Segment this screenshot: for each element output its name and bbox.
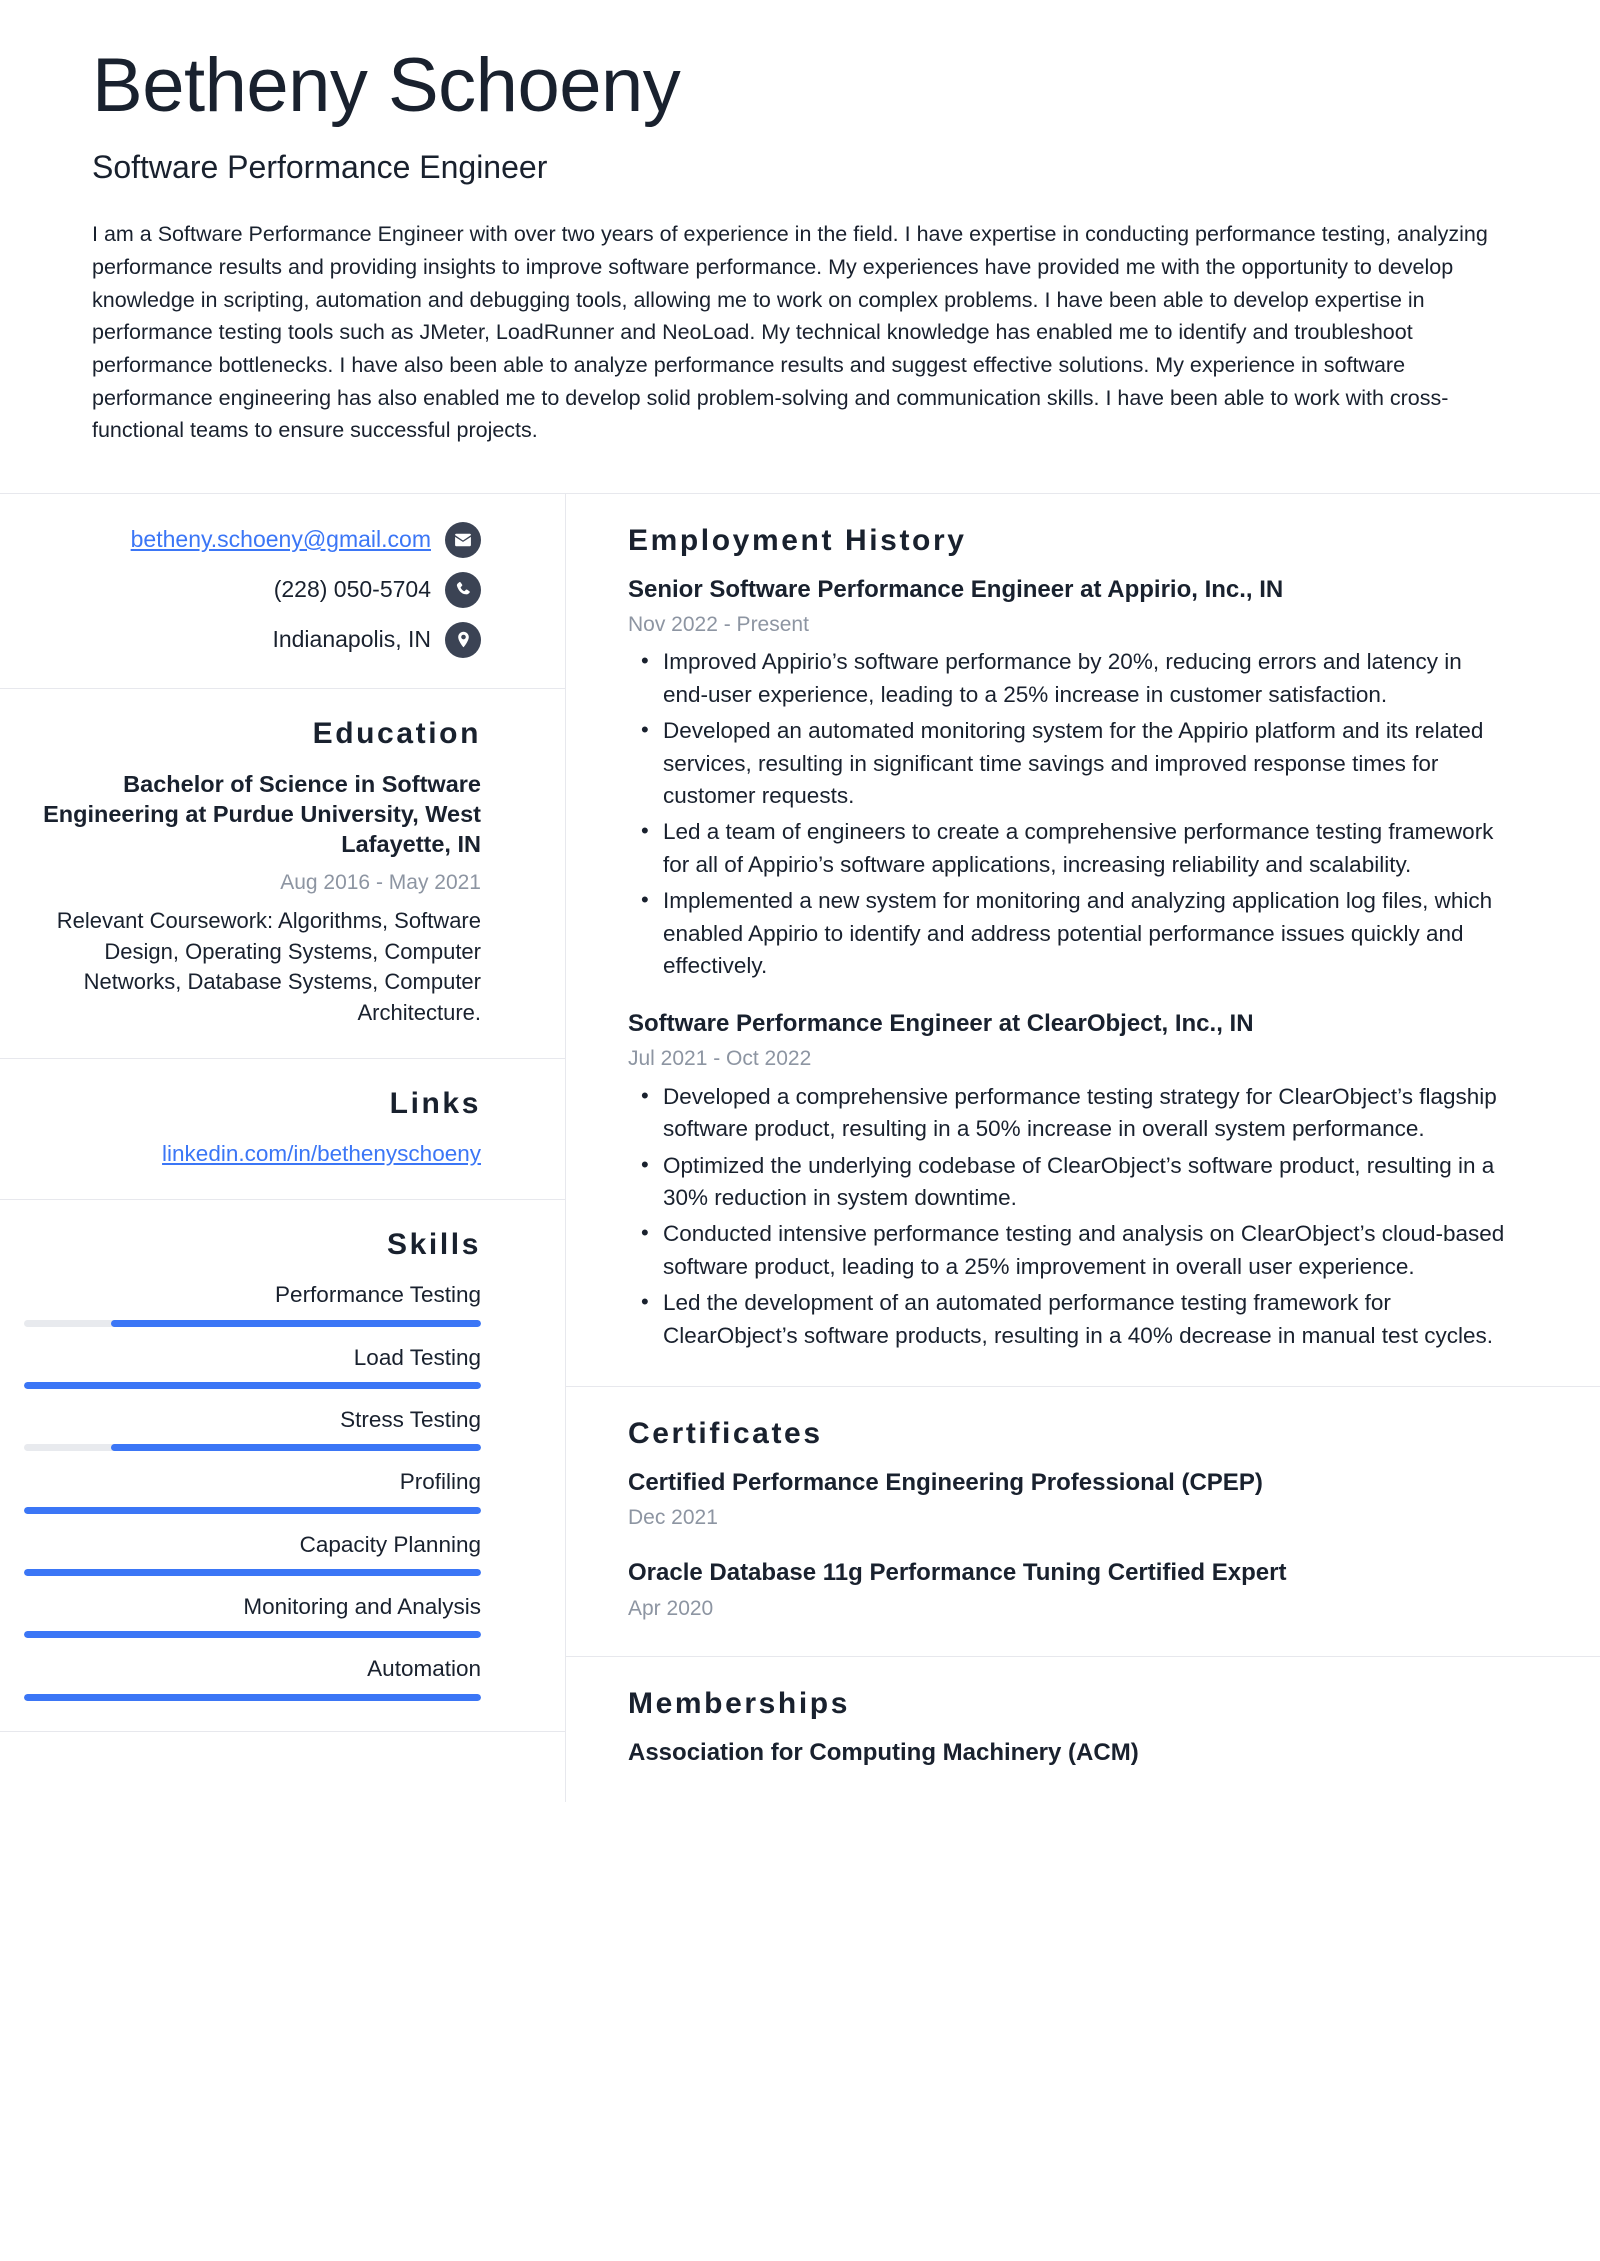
education-section [0, 689, 565, 1059]
job-title: Software Performance Engineer [92, 148, 548, 185]
skill-bar-track [24, 1569, 481, 1576]
bullet-item: • Led a team of engineers to create a comprehensive performance testing framework for all of Appirio’s software applications, increasing reliability and scalability. [628, 816, 1510, 881]
bullet-item: • Improved Appirio’s software performance by 20%, reducing errors and latency in end-user experience, leading to a 25% increase in customer satisfaction. [628, 646, 1510, 711]
employment-job-title: Software Performance Engineer at ClearObject, Inc., IN [628, 1010, 1254, 1038]
certificate-date: Dec 2021 [628, 1506, 718, 1530]
contact-phone-row[interactable] [24, 572, 481, 608]
skill-label: Profiling [399, 1469, 481, 1495]
education-entry [24, 769, 481, 1028]
membership-item: Association for Computing Machinery (ACM) [628, 1738, 1139, 1766]
employment-entry [628, 574, 1510, 982]
email-value[interactable]: betheny.schoeny@gmail.com [130, 525, 431, 552]
employment-date: Nov 2022 - Present [628, 613, 809, 637]
certificates-heading: Certificates [628, 1416, 823, 1450]
links-section [0, 1059, 565, 1200]
skills-section [0, 1200, 565, 1732]
employment-history-section [566, 494, 1600, 1387]
professional-summary: I am a Software Performance Engineer with over two years of experience in the field. I have expertise in conducting performance testing, analyzing performance results and providing insights to improve software performance. My experiences have provided me with the opportunity to develop knowledge in scripting, automation and debugging tools, allowing me to work on complex problems. I have been able to develop expertise in performance testing tools such as JMeter, LoadRunner and NeoLoad. My technical knowledge has enabled me to identify and troubleshoot performance bottlenecks. I have also been able to analyze performance results and suggest effective solutions. My experience in software performance engineering has also enabled me to develop solid problem-solving and communication skills. I have been able to work with cross-functional teams to ensure successful projects. [92, 222, 1488, 443]
map-pin-icon [445, 622, 481, 658]
resume-header [0, 0, 1600, 447]
education-heading: Education [312, 716, 481, 750]
skill-bar-track [24, 1320, 481, 1327]
education-date: Aug 2016 - May 2021 [280, 871, 481, 895]
contact-location-row [24, 622, 481, 658]
link-item[interactable]: linkedin.com/in/bethenyschoeny [162, 1140, 481, 1166]
skill-label: Performance Testing [275, 1282, 481, 1308]
skill-label: Capacity Planning [299, 1531, 481, 1557]
skill-label: Stress Testing [340, 1406, 481, 1432]
skill-bar-track [24, 1444, 481, 1451]
skill-bar-fill [111, 1444, 481, 1451]
certificate-entry [628, 1467, 1510, 1531]
contact-email-row[interactable] [24, 522, 481, 558]
contact-details-section [0, 494, 565, 689]
skill-item [24, 1280, 481, 1326]
employment-history-heading: Employment History [628, 523, 967, 557]
bullet-item: • Developed an automated monitoring system for the Appirio platform and its related services, resulting in significant time savings and improved response times for customer requests. [628, 715, 1510, 812]
skill-bar-track [24, 1631, 481, 1638]
skill-label: Automation [367, 1656, 481, 1682]
certificate-date: Apr 2020 [628, 1596, 714, 1620]
employment-bullets [628, 646, 1510, 982]
certificate-title: Certified Performance Engineering Professional (CPEP) [628, 1468, 1263, 1496]
page-title: Betheny Schoeny [92, 43, 681, 128]
bullet-item: • Developed a comprehensive performance testing strategy for ClearObject’s flagship software product, resulting in a 50% increase in overall system performance. [628, 1081, 1510, 1146]
skill-bar-track [24, 1694, 481, 1701]
bullet-item: • Optimized the underlying codebase of ClearObject’s software product, resulting in a 30% reduction in system downtime. [628, 1150, 1510, 1215]
employment-date: Jul 2021 - Oct 2022 [628, 1047, 812, 1071]
skill-bar-track [24, 1507, 481, 1514]
bullet-item: • Conducted intensive performance testing and analysis on ClearObject’s cloud-based software product, leading to a 25% improvement in overall user experience. [628, 1218, 1510, 1283]
employment-bullets [628, 1081, 1510, 1352]
skill-bar-fill [24, 1507, 481, 1514]
resume-body [0, 493, 1600, 1802]
skill-item [24, 1654, 481, 1700]
skill-bar-fill [24, 1631, 481, 1638]
skill-label: Monitoring and Analysis [243, 1594, 481, 1620]
skill-item [24, 1405, 481, 1451]
phone-icon [445, 572, 481, 608]
links-heading: Links [389, 1086, 481, 1120]
bullet-item: • Led the development of an automated performance testing framework for ClearObject’s software products, resulting in a 40% decrease in manual test cycles. [628, 1287, 1510, 1352]
skill-bar-fill [111, 1320, 481, 1327]
main-content [566, 494, 1600, 1802]
employment-job-title: Senior Software Performance Engineer at Appirio, Inc., IN [628, 575, 1284, 603]
education-degree: Bachelor of Science in Software Engineering at Purdue University, West Lafayette, IN [43, 770, 481, 858]
skill-bar-fill [24, 1569, 481, 1576]
sidebar [0, 494, 566, 1802]
certificate-entry [628, 1557, 1510, 1621]
skill-bar-fill [24, 1694, 481, 1701]
bullet-item: • Implemented a new system for monitoring and analyzing application log files, which enabled Appirio to identify and address potential performance issues quickly and effectively. [628, 885, 1510, 982]
certificate-title: Oracle Database 11g Performance Tuning Certified Expert [628, 1559, 1287, 1587]
skill-item [24, 1592, 481, 1638]
location-value: Indianapolis, IN [272, 625, 431, 652]
skill-bar-track [24, 1382, 481, 1389]
skill-bar-fill [24, 1382, 481, 1389]
employment-entry [628, 1008, 1510, 1352]
memberships-section [566, 1657, 1600, 1802]
skill-item [24, 1343, 481, 1389]
education-description: Relevant Coursework: Algorithms, Software Design, Operating Systems, Computer Networks, Database Systems, Computer Architecture. [56, 908, 481, 1025]
skill-label: Load Testing [353, 1344, 481, 1370]
skills-heading: Skills [387, 1228, 481, 1262]
skill-item [24, 1530, 481, 1576]
skill-item [24, 1467, 481, 1513]
envelope-icon [445, 522, 481, 558]
certificates-section [566, 1387, 1600, 1657]
memberships-heading: Memberships [628, 1686, 850, 1720]
phone-value: (228) 050-5704 [273, 575, 431, 602]
